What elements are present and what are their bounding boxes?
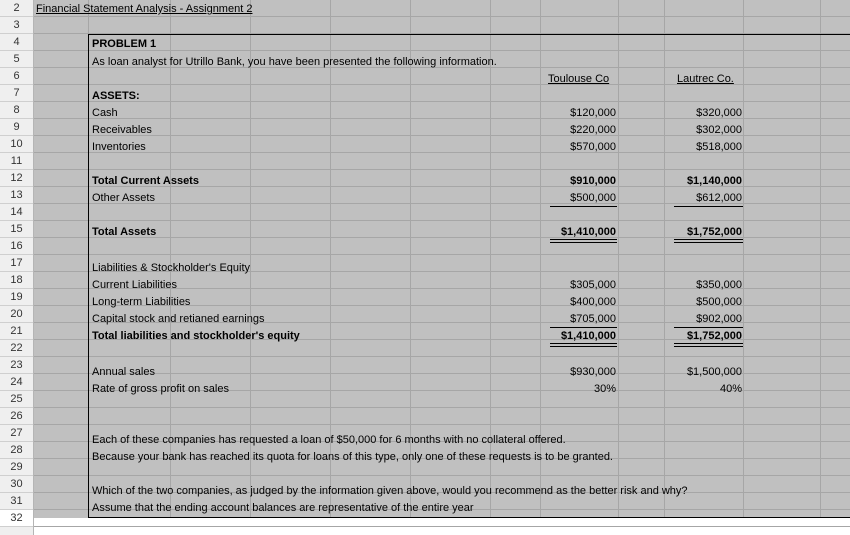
row-number[interactable]: 10 [0,136,33,153]
row-label-gross-profit: Rate of gross profit on sales [92,383,229,395]
oa-toulouse: $500,000 [570,192,616,204]
ltl-lautrec: $500,000 [696,296,742,308]
row-number[interactable]: 6 [0,68,33,85]
row-number[interactable]: 5 [0,51,33,68]
row-number[interactable]: 18 [0,272,33,289]
row-number[interactable]: 24 [0,374,33,391]
row-label-liabilities-equity: Liabilities & Stockholder's Equity [92,262,251,274]
column-gridline [820,0,821,518]
row-number[interactable]: 3 [0,17,33,34]
row-label-other-assets: Other Assets [92,192,155,204]
question-line-2: Assume that the ending account balances are representative of the entire year [92,502,474,514]
gp-toulouse: 30% [593,383,616,395]
underline [674,206,743,207]
sales-toulouse: $930,000 [570,366,616,378]
cl-toulouse: $305,000 [570,279,616,291]
row-number[interactable]: 7 [0,85,33,102]
row-number[interactable]: 21 [0,323,33,340]
tle-lautrec: $1,752,000 [686,330,742,342]
row-number[interactable]: 2 [0,0,33,17]
row-label-current-liabilities: Current Liabilities [92,279,177,291]
note-line-1: Each of these companies has requested a loan of $50,000 for 6 months with no collateral offered. [92,434,566,446]
row-number[interactable]: 25 [0,391,33,408]
row-number[interactable]: 19 [0,289,33,306]
cs-toulouse: $705,000 [570,313,616,325]
row-label-cash: Cash [92,107,118,119]
row-number[interactable]: 32 [0,510,33,527]
double-underline [550,239,617,243]
row-label-long-term-liabilities: Long-term Liabilities [92,296,191,308]
row-number[interactable]: 22 [0,340,33,357]
double-underline [550,343,617,347]
row-number[interactable]: 26 [0,408,33,425]
row-number[interactable]: 30 [0,476,33,493]
sales-lautrec: $1,500,000 [686,366,742,378]
row-number[interactable]: 28 [0,442,33,459]
double-underline [674,343,743,347]
grid-row[interactable] [34,408,850,425]
inventories-toulouse: $570,000 [570,141,616,153]
double-underline [674,239,743,243]
underline [674,327,743,328]
oa-lautrec: $612,000 [696,192,742,204]
row-number[interactable]: 8 [0,102,33,119]
cl-lautrec: $350,000 [696,279,742,291]
row-number[interactable]: 31 [0,493,33,510]
row-number[interactable]: 17 [0,255,33,272]
row-number[interactable]: 14 [0,204,33,221]
row-number[interactable]: 20 [0,306,33,323]
row-label-total-assets: Total Assets [92,226,157,238]
ta-toulouse: $1,410,000 [560,226,616,238]
intro-text: As loan analyst for Utrillo Bank, you have been presented the following information. [92,56,497,68]
row-label-capital-stock: Capital stock and retianed earnings [92,313,265,325]
grid-row[interactable] [34,17,850,34]
row-header-column[interactable] [0,0,34,535]
ta-lautrec: $1,752,000 [686,226,742,238]
row-label-total-current-assets: Total Current Assets [92,175,199,187]
row-number[interactable]: 27 [0,425,33,442]
problem-box-left-border [88,34,89,518]
cs-lautrec: $902,000 [696,313,742,325]
column-gridline [664,0,665,518]
problem-box-top-border [88,34,850,35]
row-label-receivables: Receivables [92,124,152,136]
row-number[interactable]: 4 [0,34,33,51]
sheet-title: Financial Statement Analysis - Assignment 2 [36,3,253,15]
col-header-lautrec: Lautrec Co. [677,73,734,85]
underline [550,206,617,207]
problem-box-bottom-border [88,517,850,518]
inventories-lautrec: $518,000 [696,141,742,153]
tca-toulouse: $910,000 [570,175,616,187]
tca-lautrec: $1,140,000 [686,175,742,187]
gp-lautrec: 40% [719,383,742,395]
receivables-toulouse: $220,000 [570,124,616,136]
row-number[interactable]: 16 [0,238,33,255]
cash-lautrec: $320,000 [696,107,742,119]
row-number[interactable]: 11 [0,153,33,170]
note-line-2: Because your bank has reached its quota for loans of this type, only one of these requests is to be granted. [92,451,613,463]
row-number[interactable]: 13 [0,187,33,204]
grid-row[interactable] [34,85,850,102]
row-number[interactable]: 12 [0,170,33,187]
row-number[interactable]: 15 [0,221,33,238]
ltl-toulouse: $400,000 [570,296,616,308]
row-label-annual-sales: Annual sales [92,366,155,378]
col-header-toulouse: Toulouse Co [548,73,610,85]
row-number[interactable]: 9 [0,119,33,136]
question-line-1: Which of the two companies, as judged by the information given above, would you recommend as the better risk and why? [92,485,688,497]
column-gridline [618,0,619,518]
grid-row[interactable] [34,153,850,170]
row-number[interactable]: 23 [0,357,33,374]
underline [550,327,617,328]
problem-heading: PROBLEM 1 [92,38,157,50]
cash-toulouse: $120,000 [570,107,616,119]
column-gridline [743,0,744,518]
row-number[interactable]: 29 [0,459,33,476]
row-label-inventories: Inventories [92,141,146,153]
row-label-total-liabilities-equity: Total liabilities and stockholder's equity [92,330,300,342]
grid-row[interactable] [34,34,850,51]
tle-toulouse: $1,410,000 [560,330,616,342]
receivables-lautrec: $302,000 [696,124,742,136]
assets-label: ASSETS: [92,90,140,102]
